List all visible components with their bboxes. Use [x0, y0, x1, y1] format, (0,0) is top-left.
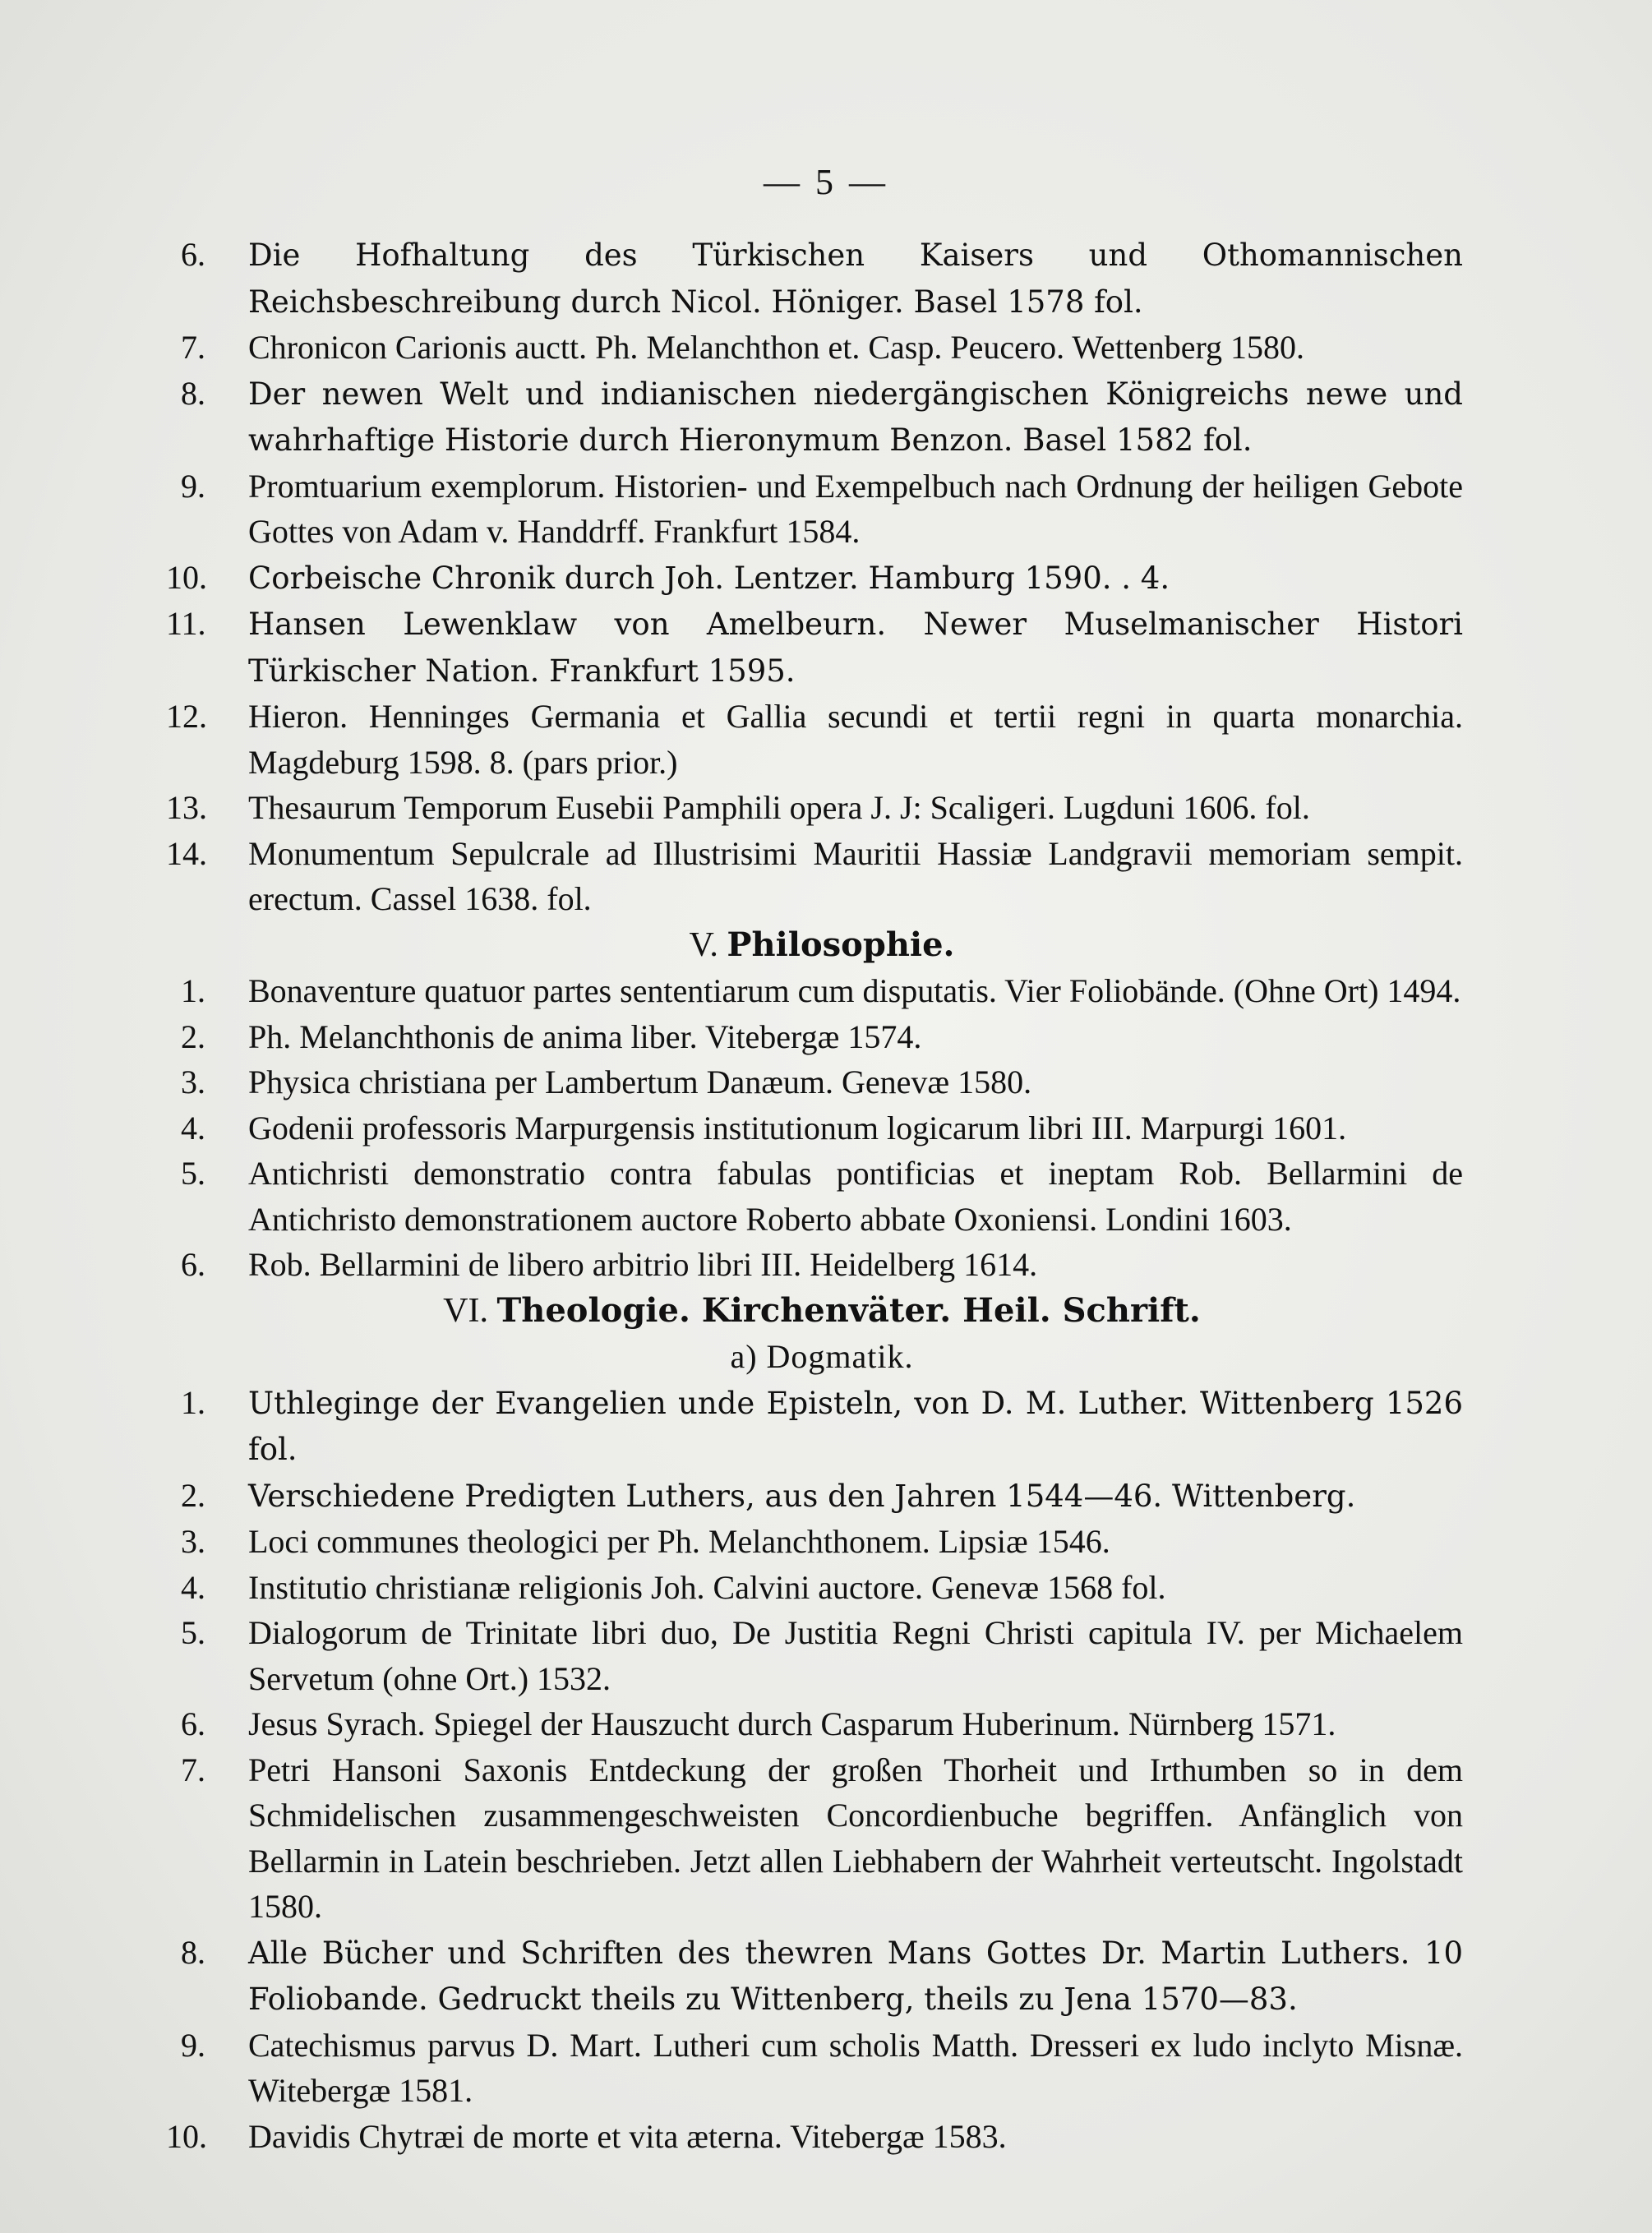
entry-number: 5. [181, 1614, 205, 1651]
entry-number: 3. [181, 1523, 205, 1560]
section-heading-philosophie [181, 922, 1463, 969]
entry-text: Physica christiana per Lambertum Danæum. Genevæ 1580. [248, 1063, 1032, 1100]
catalog-entry [181, 1519, 1463, 1565]
entry-number: 8. [181, 1933, 205, 1971]
catalog-entry [181, 1930, 1463, 2023]
entry-text: Ph. Melanchthonis de anima liber. Vitebergæ 1574. [248, 1017, 922, 1055]
entry-number: 11. [166, 605, 206, 642]
entry-text: Thesaurum Temporum Eusebii Pamphili opera J. J: Scaligeri. Lugduni 1606. fol. [248, 789, 1310, 826]
section-heading-theologie [181, 1288, 1463, 1335]
entry-text: Catechismus parvus D. Mart. Lutheri cum scholis Matth. Dresseri ex ludo inclyto Misnæ. Witebergæ 1581. [248, 2026, 1463, 2109]
entry-number: 7. [181, 329, 205, 366]
catalog-entry [181, 1014, 1463, 1060]
entry-number: 9. [181, 467, 205, 505]
entry-text: Hansen Lewenklaw von Amelbeurn. Newer Muselmanischer Histori Türkischer Nation. Frankfurt 1595. [248, 607, 1463, 689]
entry-number: 10. [166, 2117, 207, 2155]
catalog-entry [166, 785, 1463, 831]
section-roman: V. [689, 925, 718, 964]
catalog-entry [166, 2114, 1463, 2160]
entry-number: 12. [166, 698, 207, 735]
entry-text: Rob. Bellarmini de libero arbitrio libri III. Heidelberg 1614. [248, 1246, 1038, 1283]
page-number: — 5 — [764, 162, 888, 202]
entry-number: 14. [166, 834, 207, 872]
catalog-entry [181, 232, 1463, 325]
catalog-entry [181, 1151, 1463, 1242]
entry-text: Der newen Welt und indianischen niedergängischen Königreichs newe und wahrhaftige Historie durch Hieronymum Benzon. Basel 1582 fol. [248, 376, 1463, 458]
entry-text: Davidis Chytræi de morte et vita æterna. Vitebergæ 1583. [248, 2117, 1007, 2155]
section-title: Theologie. Kirchenväter. Heil. Schrift. [496, 1290, 1201, 1330]
catalog-entry [166, 831, 1463, 922]
section-title: Philosophie. [727, 925, 955, 964]
entry-number: 1. [181, 1383, 205, 1421]
entry-number: 4. [181, 1568, 205, 1606]
entry-number: 6. [181, 1705, 205, 1742]
catalog-entry [181, 968, 1463, 1014]
catalog-entry [166, 694, 1463, 785]
entry-text: Institutio christianæ religionis Joh. Calvini auctore. Genevæ 1568 fol. [248, 1568, 1166, 1606]
catalog-entry [181, 1242, 1463, 1288]
catalog-entry [166, 555, 1463, 602]
entry-text: Monumentum Sepulcrale ad Illustrisimi Mauritii Hassiæ Landgravii memoriam sempit. erectum. Cassel 1638. fol. [248, 834, 1463, 917]
catalog-entry [181, 1565, 1463, 1611]
entry-number: 6. [181, 1246, 205, 1283]
entry-text: Chronicon Carionis auctt. Ph. Melanchthon et. Casp. Peucero. Wettenberg 1580. [248, 329, 1305, 366]
entry-text: Verschiedene Predigten Luthers, aus den Jahren 1544—46. Wittenberg. [248, 1478, 1356, 1514]
entry-text: Bonaventure quatuor partes sententiarum cum disputatis. Vier Foliobände. (Ohne Ort) 1494. [248, 972, 1461, 1009]
catalog-entry [181, 1059, 1463, 1105]
catalog-entry [181, 1610, 1463, 1701]
entry-text: Jesus Syrach. Spiegel der Hauszucht durch Casparum Huberinum. Nürnberg 1571. [248, 1705, 1336, 1742]
entry-number: 4. [181, 1109, 205, 1146]
entry-number: 8. [181, 374, 205, 412]
entry-number: 7. [181, 1751, 205, 1788]
entry-number: 13. [166, 789, 207, 826]
entry-number: 6. [181, 236, 205, 273]
entry-text: Dialogorum de Trinitate libri duo, De Justitia Regni Christi capitula IV. per Michaelem Servetum (ohne Ort.) 1532. [248, 1614, 1463, 1697]
entry-text: Alle Bücher und Schriften des thewren Mans Gottes Dr. Martin Luthers. 10 Foliobande. Gedruckt theils zu Wittenberg, theils zu Jena 1570—83. [248, 1935, 1463, 2017]
catalog-entry [181, 1380, 1463, 1473]
catalog-entry [181, 1105, 1463, 1151]
catalog-entry [181, 2023, 1463, 2114]
entry-number: 1. [181, 972, 205, 1009]
entry-text: Godenii professoris Marpurgensis institutionum logicarum libri III. Marpurgi 1601. [248, 1109, 1347, 1146]
entry-number: 10. [166, 558, 207, 596]
entry-text: Antichristi demonstratio contra fabulas pontificias et ineptam Rob. Bellarmini de Antichristo demonstrationem auctore Roberto abbate Oxoniensi. Londini 1603. [248, 1155, 1463, 1238]
catalog-entry [181, 464, 1463, 555]
catalog-entry [181, 371, 1463, 464]
section-roman: VI. [443, 1291, 488, 1330]
entry-text: Loci communes theologici per Ph. Melanchthonem. Lipsiæ 1546. [248, 1523, 1110, 1560]
dogmatik-entries [166, 1380, 1463, 2160]
catalog-entry [181, 1747, 1463, 1930]
entry-text: Petri Hansoni Saxonis Entdeckung der großen Thorheit und Irthumben so in dem Schmidelischen zusammengeschweisten Concordienbuche begriffen. Anfänglich von Bellarmin in Latein beschrieben. Jetzt allen Liebhabern der Wahrheit verteutscht. Ingolstadt 1580. [248, 1751, 1463, 1925]
entry-text: Die Hofhaltung des Türkischen Kaisers und Othomannischen Reichsbeschreibung durch Nicol. Höniger. Basel 1578 fol. [248, 238, 1463, 320]
catalog-entry [166, 601, 1463, 694]
entry-text: Promtuarium exemplorum. Historien- und Exempelbuch nach Ordnung der heiligen Gebote Gottes von Adam v. Handdrff. Frankfurt 1584. [248, 467, 1463, 550]
history-entries [166, 232, 1463, 922]
catalog-entry [181, 1473, 1463, 1520]
subsection-heading-dogmatik: a) Dogmatik. [730, 1338, 914, 1375]
entry-text: Corbeische Chronik durch Joh. Lentzer. Hamburg 1590. . 4. [248, 560, 1170, 596]
entry-number: 2. [181, 1017, 205, 1055]
philosophy-entries [181, 968, 1463, 1288]
catalog-entry [181, 325, 1463, 371]
catalog-entry [181, 1701, 1463, 1747]
entry-number: 5. [181, 1155, 205, 1192]
entry-text: Uthleginge der Evangelien unde Episteln, von D. M. Luther. Wittenberg 1526 fol. [248, 1385, 1463, 1467]
entry-number: 9. [181, 2026, 205, 2064]
entry-text: Hieron. Henninges Germania et Gallia secundi et tertii regni in quarta monarchia. Magdeburg 1598. 8. (pars prior.) [248, 698, 1463, 781]
entry-number: 3. [181, 1063, 205, 1100]
page-text [166, 232, 1463, 2159]
entry-number: 2. [181, 1476, 205, 1514]
